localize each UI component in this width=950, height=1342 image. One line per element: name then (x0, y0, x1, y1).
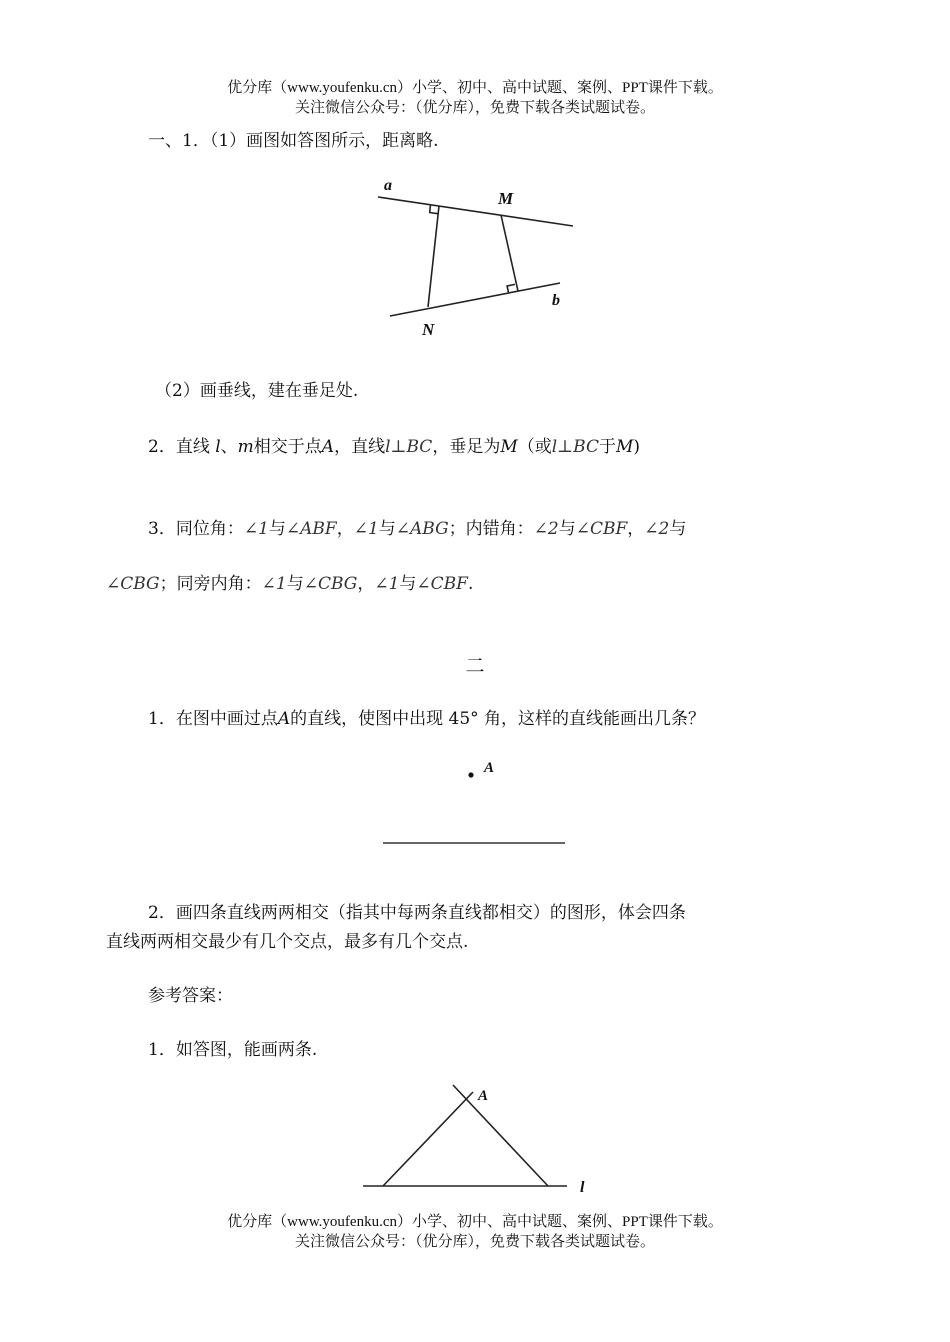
q3-yu-4: 与 (286, 574, 304, 594)
q3-period: . (467, 574, 474, 594)
q3-angle-cbg-2: ∠CBG (303, 574, 358, 594)
figure-perpendicular-lines (370, 170, 585, 345)
q3-angle-1c: ∠1 (261, 574, 287, 594)
label-l: l (580, 1179, 585, 1196)
q3-angle-2a: ∠2 (533, 519, 559, 539)
answer-1-text: 1．如答图，能画两条. (148, 1040, 318, 1060)
s2-q1-prefix: 1．在图中画过点 (148, 709, 278, 729)
q2-mid1: 相交于点 (253, 437, 322, 457)
header-line-2: 关注微信公众号：（优分库），免费下载各类试题试卷。 (294, 100, 655, 116)
answer-title: 参考答案： (148, 986, 233, 1006)
s2-q2-line-2: 直线两两相交最少有几个交点，最多有几个交点. (106, 932, 469, 952)
q3-angle-cbg: ∠CBG (106, 574, 160, 594)
line-b (390, 283, 560, 316)
q3-yu-3: 与 (558, 519, 576, 539)
q3-angle-abf: ∠ABF (285, 519, 337, 539)
q2-line-l: l (215, 437, 221, 457)
footer-line-2: 关注微信公众号：（优分库），免费下载各类试题试卷。 (294, 1234, 655, 1250)
q2-sep: 、 (220, 437, 238, 457)
q2-mid4: （或 (517, 437, 552, 457)
q2-line-m: m (237, 437, 254, 457)
section-2-title: 二 (465, 655, 485, 677)
figure-point-and-line (375, 755, 575, 855)
line-a (378, 197, 573, 226)
q3-comma-3: ， (357, 574, 375, 594)
point-a (468, 772, 473, 777)
q3-comma-1: ， (336, 519, 354, 539)
s2-q1-rest: 的直线，使图中出现 45° 角，这样的直线能画出几条？ (290, 709, 706, 729)
q2-perp-expr-2: l⊥BC (551, 437, 599, 457)
q2-end: ) (633, 437, 641, 457)
q3-line-1 (148, 516, 686, 542)
label-point-a: A (484, 760, 495, 776)
label-m: M (498, 189, 514, 208)
right-line (453, 1085, 548, 1186)
q1-part2-text: （2）画垂线，建在垂足处. (155, 381, 359, 401)
perp-right (501, 215, 518, 291)
q2-mid5: 于 (599, 437, 616, 457)
q3-angle-2b: ∠2 (644, 519, 670, 539)
q3-angle-cbf: ∠CBF (575, 519, 628, 539)
perp-left (428, 206, 439, 307)
q2-foot-m1: M (500, 437, 518, 457)
q2-mid2: ，直线 (334, 437, 386, 457)
q3-yu-1: 与 (268, 519, 286, 539)
q3-yu-2: 与 (378, 519, 396, 539)
q3-yu-5: 与 (399, 574, 417, 594)
label-n: N (422, 320, 435, 339)
left-line (383, 1092, 473, 1186)
q3-angle-1a: ∠1 (243, 519, 269, 539)
q2-perp-expr-1: l⊥BC (385, 437, 433, 457)
q2-text (148, 434, 640, 460)
q3-semi-1: ；内错角： (448, 519, 534, 539)
q2-foot-m2: M (616, 437, 634, 457)
figure-answer-triangle (355, 1080, 605, 1205)
label-b: b (552, 292, 560, 309)
q3-semi-2: ；同旁内角： (159, 574, 262, 594)
s2-q1-point-a: A (277, 709, 291, 729)
q2-prefix: 2．直线 (148, 437, 210, 457)
q3-line-2 (106, 571, 473, 597)
q3-label: 3．同位角： (148, 519, 244, 539)
q3-angle-cbf-2: ∠CBF (416, 574, 468, 594)
footer-line-1: 优分库（www.youfenku.cn）小学、初中、高中试题、案例、PPT课件下载。 (227, 1214, 723, 1230)
q1-part1-text: 一、1．（1）画图如答图所示，距离略. (148, 131, 439, 151)
q3-angle-1d: ∠1 (374, 574, 400, 594)
label-a: A (478, 1088, 489, 1104)
q3-angle-1b: ∠1 (353, 519, 379, 539)
label-a: a (384, 177, 392, 194)
q3-angle-abg: ∠ABG (395, 519, 449, 539)
s2-q1-text (148, 706, 705, 732)
q3-yu-end: 与 (669, 519, 687, 539)
header-line-1: 优分库（www.youfenku.cn）小学、初中、高中试题、案例、PPT课件下载。 (227, 80, 723, 96)
q2-mid3: ，垂足为 (432, 437, 501, 457)
s2-q2-line-1: 2．画四条直线两两相交（指其中每两条直线都相交）的图形，体会四条 (148, 903, 686, 923)
q3-comma-2: ， (627, 519, 645, 539)
q2-point-a: A (321, 437, 335, 457)
